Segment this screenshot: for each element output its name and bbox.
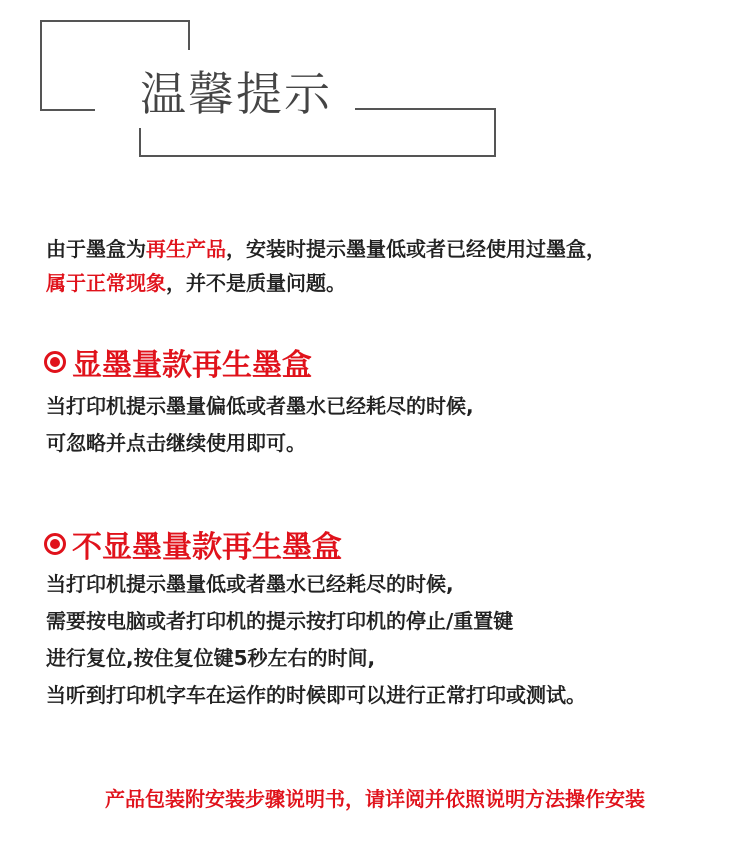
section-title-2 <box>44 522 342 566</box>
section-title-text: 显墨量款再生墨盒 <box>72 348 312 383</box>
intro-paragraph <box>46 232 736 300</box>
section-line: 当听到打印机字车在运作的时候即可以进行正常打印或测试。 <box>46 683 586 707</box>
intro-highlight: 属于正常现象 <box>46 271 166 295</box>
section-line: 需要按电脑或者打印机的提示按打印机的停止/重置键 <box>46 609 514 633</box>
intro-text: ，安装时提示墨量低或者已经使用过墨盒， <box>226 237 606 261</box>
section-body-1 <box>46 388 736 462</box>
frame-bottom-left-horizontal <box>40 109 95 111</box>
intro-line-2 <box>46 266 736 300</box>
section-line: 当打印机提示墨量低或者墨水已经耗尽的时候, <box>46 572 454 596</box>
intro-text: 由于墨盒为 <box>46 237 146 261</box>
frame-bottom-left-vertical <box>139 128 141 156</box>
frame-right-horizontal <box>355 108 495 110</box>
section-line: 进行复位,按住复位键5秒左右的时间, <box>46 646 376 670</box>
section-title-text: 不显墨量款再生墨盒 <box>72 530 342 565</box>
intro-line-1 <box>46 232 736 266</box>
section-body-2 <box>46 566 736 714</box>
frame-right-vertical <box>494 108 496 156</box>
intro-text: ，并不是质量问题。 <box>166 271 346 295</box>
frame-bottom-horizontal <box>139 155 496 157</box>
frame-top-left-vertical <box>40 20 42 110</box>
section-line: 当打印机提示墨量偏低或者墨水已经耗尽的时候, <box>46 394 474 418</box>
target-icon <box>44 533 66 555</box>
intro-highlight: 再生产品 <box>146 237 226 261</box>
frame-top-right-vertical <box>188 20 190 50</box>
frame-top-left-horizontal <box>40 20 190 22</box>
target-icon <box>44 351 66 373</box>
footer-note: 产品包装附安装步骤说明书，请详阅并依照说明方法操作安装 <box>105 787 645 811</box>
section-title-1 <box>44 340 312 384</box>
page-title: 温馨提示 <box>140 67 332 121</box>
section-line: 可忽略并点击继续使用即可。 <box>46 431 306 455</box>
